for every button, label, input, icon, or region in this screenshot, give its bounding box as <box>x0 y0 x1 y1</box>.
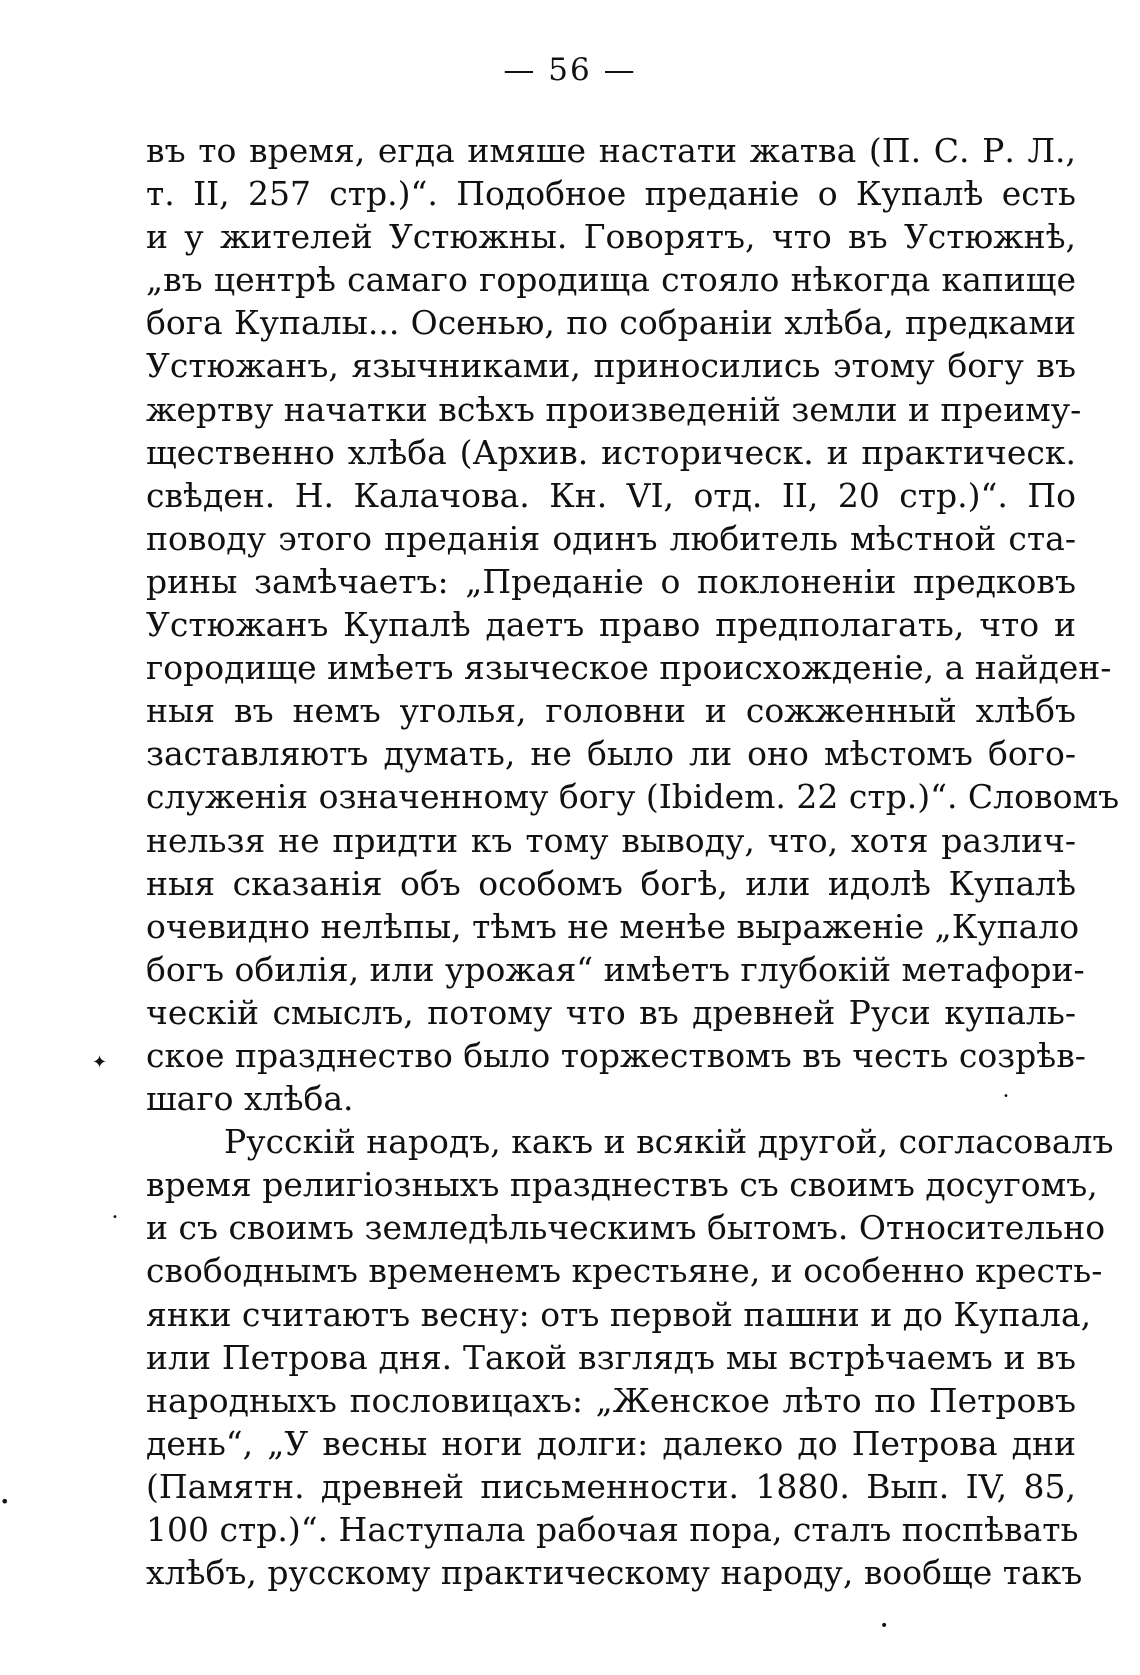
text-line: служенія означенному богу (Ibidem. 22 стр.)“. Словомъ <box>146 777 1120 817</box>
text-line: городище имѣетъ языческое происхожденіе, а найден- <box>146 648 1112 688</box>
text-line: народныхъ пословицахъ: „Женское лѣто по Петровъ <box>146 1380 1076 1420</box>
text-line: въ то время, егда имяше настати жатва (П. С. Р. Л., <box>146 131 1076 170</box>
text-line: или Петрова дня. Такой взглядъ мы встрѣчаемъ и въ <box>146 1337 1076 1377</box>
page-number: — 56 — <box>503 52 637 88</box>
text-line: очевидно нелѣпы, тѣмъ не менѣе выраженіе „Купало <box>146 906 1080 946</box>
text-line: щественно хлѣба (Архив. историческ. и практическ. <box>146 432 1076 472</box>
text-line: хлѣбъ, русскому практическому народу, вообще такъ <box>146 1553 1083 1593</box>
text-line: ныя сказанія объ особомъ богѣ, или идолѣ Купалѣ <box>146 863 1076 903</box>
body-text <box>146 129 1120 1594</box>
margin-dot-mark: • <box>1003 1091 1009 1102</box>
text-line: заставляютъ думать, не было ли оно мѣстомъ бого- <box>146 734 1076 774</box>
text-line: жертву начатки всѣхъ произведеній земли и преиму- <box>146 389 1082 429</box>
paragraph-end-line: шаго хлѣба. <box>146 1079 354 1119</box>
text-line: бога Купалы... Осенью, по собраніи хлѣба, предками <box>146 303 1076 343</box>
text-line: янки считаютъ весну: отъ первой пашни и до Купала, <box>146 1294 1092 1334</box>
text-line: и у жителей Устюжны. Говорятъ, что въ Устюжнѣ, <box>146 217 1076 257</box>
paragraph-start-line: Русскій народъ, какъ и всякій другой, согласовалъ <box>224 1122 1114 1162</box>
text-line: поводу этого преданія одинъ любитель мѣстной ста- <box>146 518 1076 558</box>
text-line: Устюжанъ Купалѣ даетъ право предполагать, что и <box>146 605 1076 645</box>
text-line: время религіозныхъ празднествъ съ своимъ досугомъ, <box>146 1165 1098 1205</box>
text-line: „въ центрѣ самаго городища стояло нѣкогда капище <box>146 260 1076 300</box>
text-line: рины замѣчаетъ: „Преданіе о поклоненіи предковъ <box>146 561 1076 601</box>
text-line: свободнымъ временемъ крестьяне, и особенно кресть- <box>146 1251 1103 1291</box>
text-line: 100 стр.)“. Наступала рабочая пора, сталъ поспѣвать <box>146 1510 1079 1549</box>
text-line: свѣден. Н. Калачова. Кн. VI, отд. II, 20 стр.)“. По <box>146 475 1076 515</box>
text-line: и съ своимъ земледѣльческимъ бытомъ. Относительно <box>146 1208 1106 1248</box>
text-line: (Памятн. древней письменности. 1880. Вып. IV, 85, <box>146 1466 1076 1506</box>
margin-dot-mark: • <box>112 1212 118 1223</box>
margin-dot-mark: • <box>880 1618 889 1634</box>
text-line: ныя въ немъ уголья, головни и сожженный хлѣбъ <box>146 691 1076 731</box>
margin-dot-mark: • <box>0 1492 10 1511</box>
text-line: ческій смыслъ, потому что въ древней Руси купаль- <box>146 992 1076 1032</box>
text-line: ское празднество было торжествомъ въ честь созрѣв- <box>146 1035 1086 1075</box>
text-line: т. II, 257 стр.)“. Подобное преданіе о Купалѣ есть <box>146 174 1076 214</box>
text-line: богъ обилія, или урожая“ имѣетъ глубокій метафори- <box>146 949 1085 989</box>
margin-star-mark: ✦ <box>92 1052 108 1073</box>
text-line: день“, „У весны ноги долги: далеко до Петрова дни <box>146 1423 1076 1463</box>
text-line: нельзя не придти къ тому выводу, что, хотя различ- <box>146 820 1076 860</box>
text-line: Устюжанъ, язычниками, приносились этому богу въ <box>146 346 1076 386</box>
